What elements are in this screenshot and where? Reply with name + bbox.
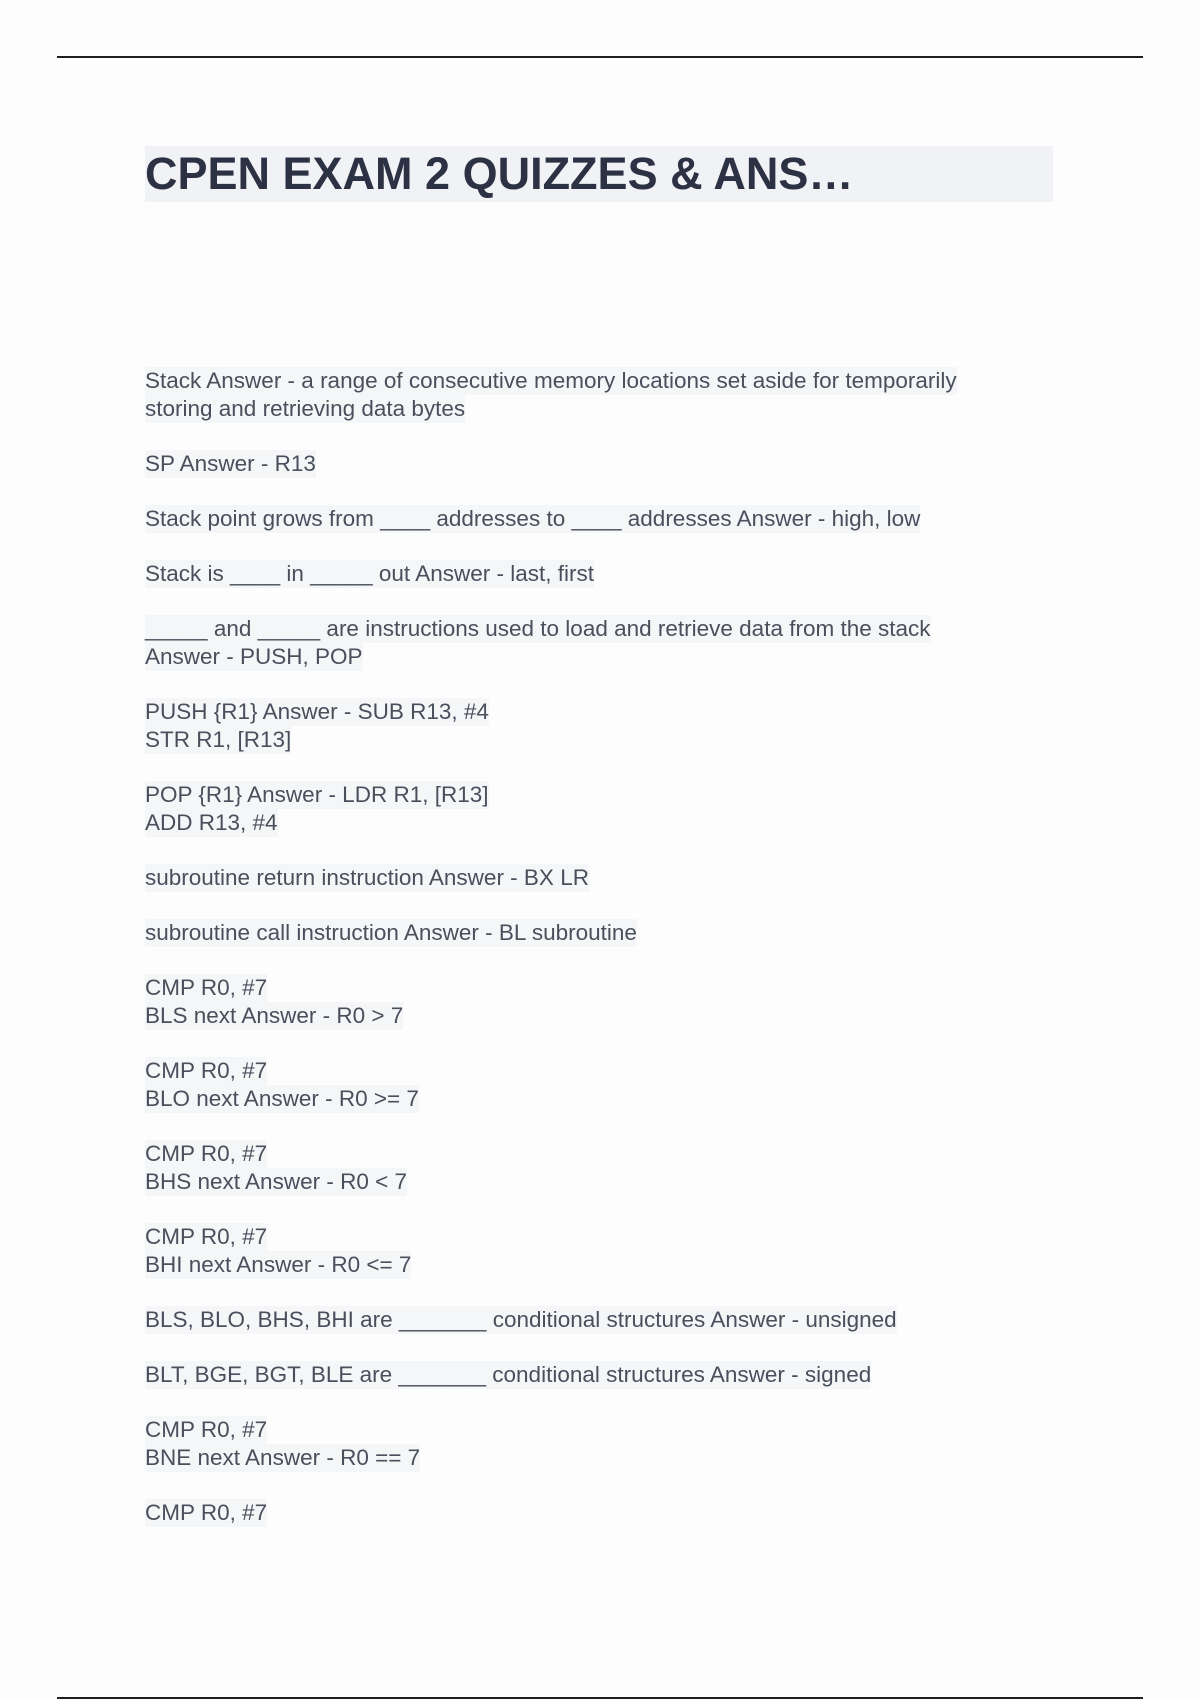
qa-item <box>145 698 1055 754</box>
qa-line: CMP R0, #7 <box>145 975 268 1000</box>
qa-line: BHS next Answer - R0 < 7 <box>145 1169 407 1194</box>
qa-item <box>145 974 1055 1030</box>
qa-item <box>145 1416 1055 1472</box>
qa-line: BNE next Answer - R0 == 7 <box>145 1445 421 1470</box>
qa-list <box>145 367 1055 1554</box>
qa-line: BLS, BLO, BHS, BHI are _______ conditional structures Answer - unsigned <box>145 1307 897 1332</box>
qa-line: PUSH {R1} Answer - SUB R13, #4 <box>145 699 489 724</box>
qa-item <box>145 367 1055 423</box>
qa-item <box>145 1499 1055 1527</box>
qa-item <box>145 1361 1055 1389</box>
qa-item <box>145 450 1055 478</box>
qa-line: STR R1, [R13] <box>145 727 292 752</box>
qa-line: ADD R13, #4 <box>145 810 278 835</box>
qa-line: CMP R0, #7 <box>145 1417 268 1442</box>
qa-item <box>145 1057 1055 1113</box>
qa-item <box>145 1306 1055 1334</box>
qa-line: CMP R0, #7 <box>145 1224 268 1249</box>
qa-item <box>145 1140 1055 1196</box>
qa-line: CMP R0, #7 <box>145 1141 268 1166</box>
bottom-rule <box>57 1697 1143 1699</box>
qa-item <box>145 919 1055 947</box>
qa-line: subroutine call instruction Answer - BL subroutine <box>145 920 637 945</box>
qa-line: _____ and _____ are instructions used to load and retrieve data from the stack <box>145 616 931 641</box>
qa-line: CMP R0, #7 <box>145 1058 268 1083</box>
qa-line: CMP R0, #7 <box>145 1500 268 1525</box>
title-banner <box>145 146 1053 202</box>
document-title: CPEN EXAM 2 QUIZZES & ANS… <box>145 148 854 199</box>
qa-item <box>145 505 1055 533</box>
qa-item <box>145 560 1055 588</box>
qa-line: subroutine return instruction Answer - BX LR <box>145 865 589 890</box>
qa-item <box>145 615 1055 671</box>
qa-item <box>145 1223 1055 1279</box>
qa-line: Answer - PUSH, POP <box>145 644 363 669</box>
qa-line: BLT, BGE, BGT, BLE are _______ conditional structures Answer - signed <box>145 1362 872 1387</box>
qa-line: Stack Answer - a range of consecutive memory locations set aside for temporarily <box>145 368 957 393</box>
qa-line: SP Answer - R13 <box>145 451 316 476</box>
top-rule <box>57 56 1143 58</box>
qa-line: storing and retrieving data bytes <box>145 396 466 421</box>
qa-line: BHI next Answer - R0 <= 7 <box>145 1252 412 1277</box>
qa-item <box>145 781 1055 837</box>
qa-line: POP {R1} Answer - LDR R1, [R13] <box>145 782 489 807</box>
qa-item <box>145 864 1055 892</box>
qa-line: BLS next Answer - R0 > 7 <box>145 1003 404 1028</box>
qa-line: BLO next Answer - R0 >= 7 <box>145 1086 419 1111</box>
qa-line: Stack is ____ in _____ out Answer - last, first <box>145 561 594 586</box>
qa-line: Stack point grows from ____ addresses to ____ addresses Answer - high, low <box>145 506 921 531</box>
